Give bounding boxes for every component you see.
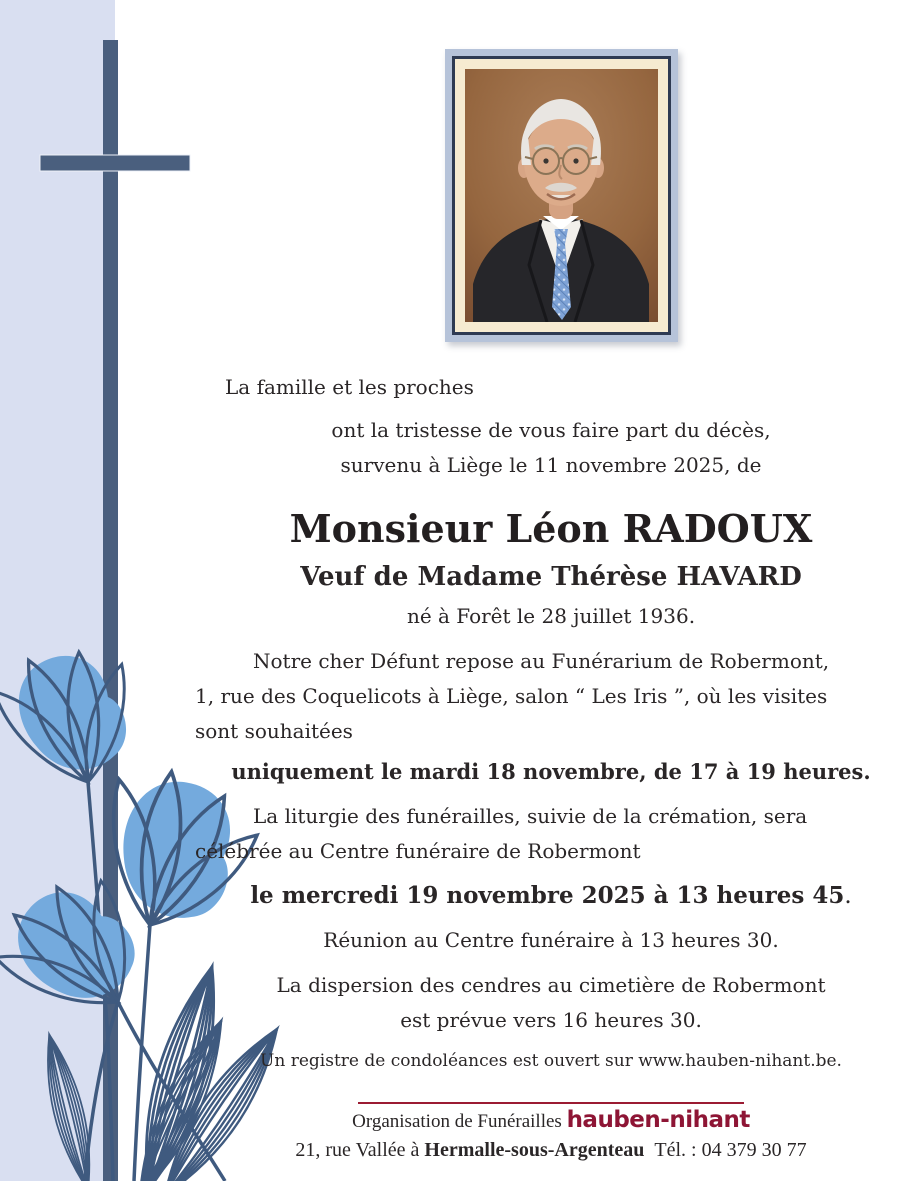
ceremony-date: le mercredi 19 novembre 2025 à 13 heures 45 — [250, 882, 845, 909]
address-line — [195, 1136, 907, 1164]
visits-line: uniquement le mardi 18 novembre, de 17 à 19 heures. — [231, 759, 871, 784]
portrait-photo — [465, 69, 658, 322]
organisation-line — [195, 1106, 907, 1136]
repose-line-2: 1, rue des Coquelicots à Liège, salon “ Les Iris ”, où les visites — [195, 684, 828, 708]
announcement-text — [195, 370, 907, 1164]
ceremony-line — [195, 878, 907, 914]
ceremony-period: . — [844, 883, 852, 909]
address-prefix: 21, rue Vallée à — [295, 1139, 425, 1161]
dispersion-line-1: La dispersion des cendres au cimetière de Robermont — [276, 973, 826, 997]
footer-divider — [358, 1102, 744, 1104]
birth-line: né à Forêt le 28 juillet 1936. — [406, 604, 696, 628]
intro-line-2: survenu à Liège le 11 novembre 2025, de — [340, 453, 762, 477]
dispersion-line-2: est prévue vers 16 heures 30. — [400, 1008, 702, 1032]
address-city: Hermalle-sous-Argenteau — [424, 1139, 645, 1161]
liturgy-line-2: célébrée au Centre funéraire de Robermont — [195, 839, 641, 863]
register-line: Un registre de condoléances est ouvert sur www.hauben-nihant.be. — [260, 1051, 842, 1071]
repose-line-3: sont souhaitées — [195, 719, 353, 743]
family-line: La famille et les proches — [225, 375, 474, 399]
deceased-name: Monsieur Léon RADOUX — [289, 506, 813, 551]
photo-frame-navy-border — [452, 56, 671, 335]
phone-number: Tél. : 04 379 30 77 — [654, 1139, 807, 1161]
repose-line-1: Notre cher Défunt repose au Funérarium de Robermont, — [253, 649, 830, 673]
photo-frame-mat — [455, 59, 668, 332]
brand-logo: hauben-nihant — [566, 1107, 750, 1133]
widower-line: Veuf de Madame Thérèse HAVARD — [300, 562, 802, 592]
liturgy-line-1: La liturgie des funérailles, suivie de la crémation, sera — [253, 804, 808, 828]
photo-frame — [445, 49, 678, 342]
intro-line-1: ont la tristesse de vous faire part du décès, — [331, 418, 771, 442]
left-accent-band — [0, 0, 115, 1181]
reunion-line: Réunion au Centre funéraire à 13 heures 30. — [323, 928, 779, 952]
organisation-label: Organisation de Funérailles — [352, 1111, 562, 1132]
